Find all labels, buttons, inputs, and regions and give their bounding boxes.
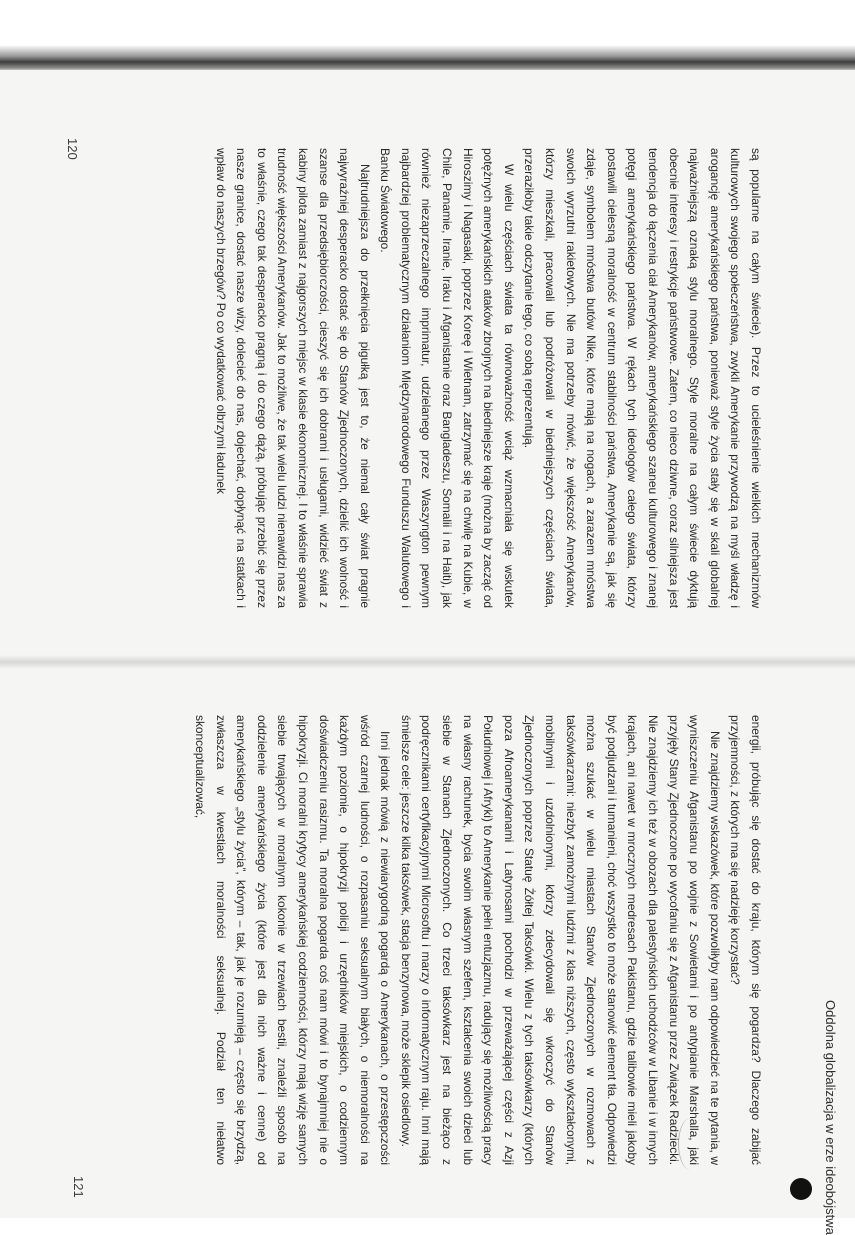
paragraph: energii, próbując się dostać do kraju, którym się pogardza? Dlaczego zabijać przyjemności, z których ma się nadzieję korzystać? [728, 715, 763, 1165]
paragraph: Najtrudniejsza do przełknięcia pigułką jest to, że niemal cały świat pragnie najwyraźniej desperacko dostać się do Stanów Zjednoczonych, dzielić ich wolność i szanse dla przedsiębiorczości, cieszyć się ich dobrami i usługami, widzieć świat z kabiny pilota zamiast z najgorszych miejsc w klasie ekonomicznej. I to właśnie sprawia trudność większości Amerykanów. Jak to możliwe, że tak wielu ludzi nienawidzi nas za to właśnie, czego tak desperacko pragną i do czego dążą, próbując przebić się przez nasze granice, dostać nasze wizy, dolecieć do nas, dojechać, dopłynąć na statkach i wpław do naszych brzegów? Po co wydatkować olbrzymi ładunek [213, 148, 372, 608]
paragraph: Nie znajdziemy wskazówek, które pozwoliłyby nam odpowiedzieć na te pytania, w wyniszczeniu Afganistanu po wojnie z Sowietami i po antypianie Marshalla, jaki przyjęły Stany Zjednoczone po wycofaniu się z Afganistanu przez Związek Radziecki. Nie znajdziemy ich też w obozach dla palestyńskich uchodźców w Libanie i w innych krajach, ani nawet w mrocznych medresach Pakistanu, gdzie talibowie mieli jakoby być podjudzani i tumanieni, choć wszystko to może stanowić element tła. Odpowiedzi można szukać w wielu miastach Stanów Zjednoczonych w rozmowach z taksówkarzami: niezbyt zamożnymi ludźmi z klas niższych, często wykształconymi, mobilnymi i uzdolnionymi, którzy zdecydowali się wkroczyć do Stanów Zjednoczonych poprzez Statuę Żółtej Taksówki. Wielu z tych taksówkarzy (których poza Afroamerykanami i Latynosami pochodzi w przeważającej części z Azji Południowej i Afryki) to Amerykanie pełni entuzjazmu, radujący się możliwością pracy na własny rachunek, bycia swoim własnym szefem, kształcenia swoich dzieci lub siebie w Stanach Zjednoczonych. Co trzeci taksówkarz jest na bieżąco z podręcznikami certyfikacyjnymi Microsoftu i marzy o informatycznym raju. Inni mają śmielsze cele: jeszcze kilka taksówek, stacja benzynowa, może sklepik osiedlowy. [398, 715, 722, 1165]
page-number-left: 120 [65, 138, 80, 160]
running-head: Oddolna globalizacja w erze ideobójstwa [823, 1000, 838, 1235]
paragraph: Inni jednak mówią z niewiarygodną pogardą o Amerykanach, o przestępczości wśród czarnej ludności, o rozpasaniu seksualnym białych, o niemoralności na każdym poziomie, o hipokryzji policji i urzędników miejskich, o codziennym doświadczeniu rasizmu. Ta moralna pogarda coś nam mówi i to bynajmniej nie o hipokryzji. Ci moralni krytycy amerykańskiej codzienności, którzy mają wizję samych siebie trwających w moralnym kokonie w trzewiach bestii, znaleźli sposób na oddzielenie amerykańskiego życia (które jest dla nich ważne i cenne) od amerykańskiego „stylu życia”, którym – tak, jak je rozumieją – często się brzydzą, zwłaszcza w kwestiach moralności seksualnej. Podział ten niełatwo skonceptualizować, [192, 715, 393, 1165]
scanner-edge-shadow [0, 0, 855, 70]
book-spine-shadow [0, 655, 855, 669]
pencil-mark [678, 1118, 703, 1170]
left-page [76, 148, 766, 608]
right-page-text [189, 715, 766, 1165]
paragraph: są popularne na całym świecie). Przez to ucieleśnienie wielkich mechanizmów kulturowych swojego społeczeństwa, zwykli Amerykanie przywodzą na myśl władzę i arogancję amerykańskiego państwa, ponieważ style życia stały się w skali globalnej najważniejszą oznaką stylu moralnego. Style moralne na całym świecie dyktują obecnie interesy i restrykcje państwowe. Zatem, co nieco dziwne, coraz silniejsza jest tendencja do łączenia ciał Amerykanów, amerykańskiego szaneu kulturowego i znanej potęgi amerykańskiego państwa. W rękach tych ideologów całego świata, którzy postawili cielesną moralność w centrum stabilności państwa, Amerykanie są, jak się zdaje, symbolem mnóstwa butów Nike, które mają na nogach, a zarazem mnóstwa swoich wyrzutni rakietowych. Nie ma potrzeby mówić, że większość Amerykanów, którzy mieszkali, pracowali lub podróżowali w biedniejszych częściach świata, przeraziłoby takie odczytanie tego, co sobą reprezentują. [522, 148, 763, 608]
right-page [76, 715, 766, 1165]
paragraph: W wielu częściach świata ta równoważność wciąż wzmacniała się wskutek potężnych amerykańskich ataków zbrojnych na biedniejsze kraje (można by zacząć od Hiroszimy i Nagasaki, poprzez Koreę i Wietnam, zatrzymać się na chwilę na Kubie, w Chile, Panamie, Iranie, Iraku i Afganistanie oraz Bangladeszu, Somalii i na Haiti), jak również niezaprzeczalnego imprimatur, udzielanego przez Waszyngton pewnym najbardziej problematycznym działaniom Międzynarodowego Funduszu Walutowego i Banku Światowego. [378, 148, 516, 608]
left-page-text [210, 148, 766, 608]
running-head-bullet-icon [790, 1178, 812, 1200]
page-number-right: 121 [71, 1176, 86, 1198]
